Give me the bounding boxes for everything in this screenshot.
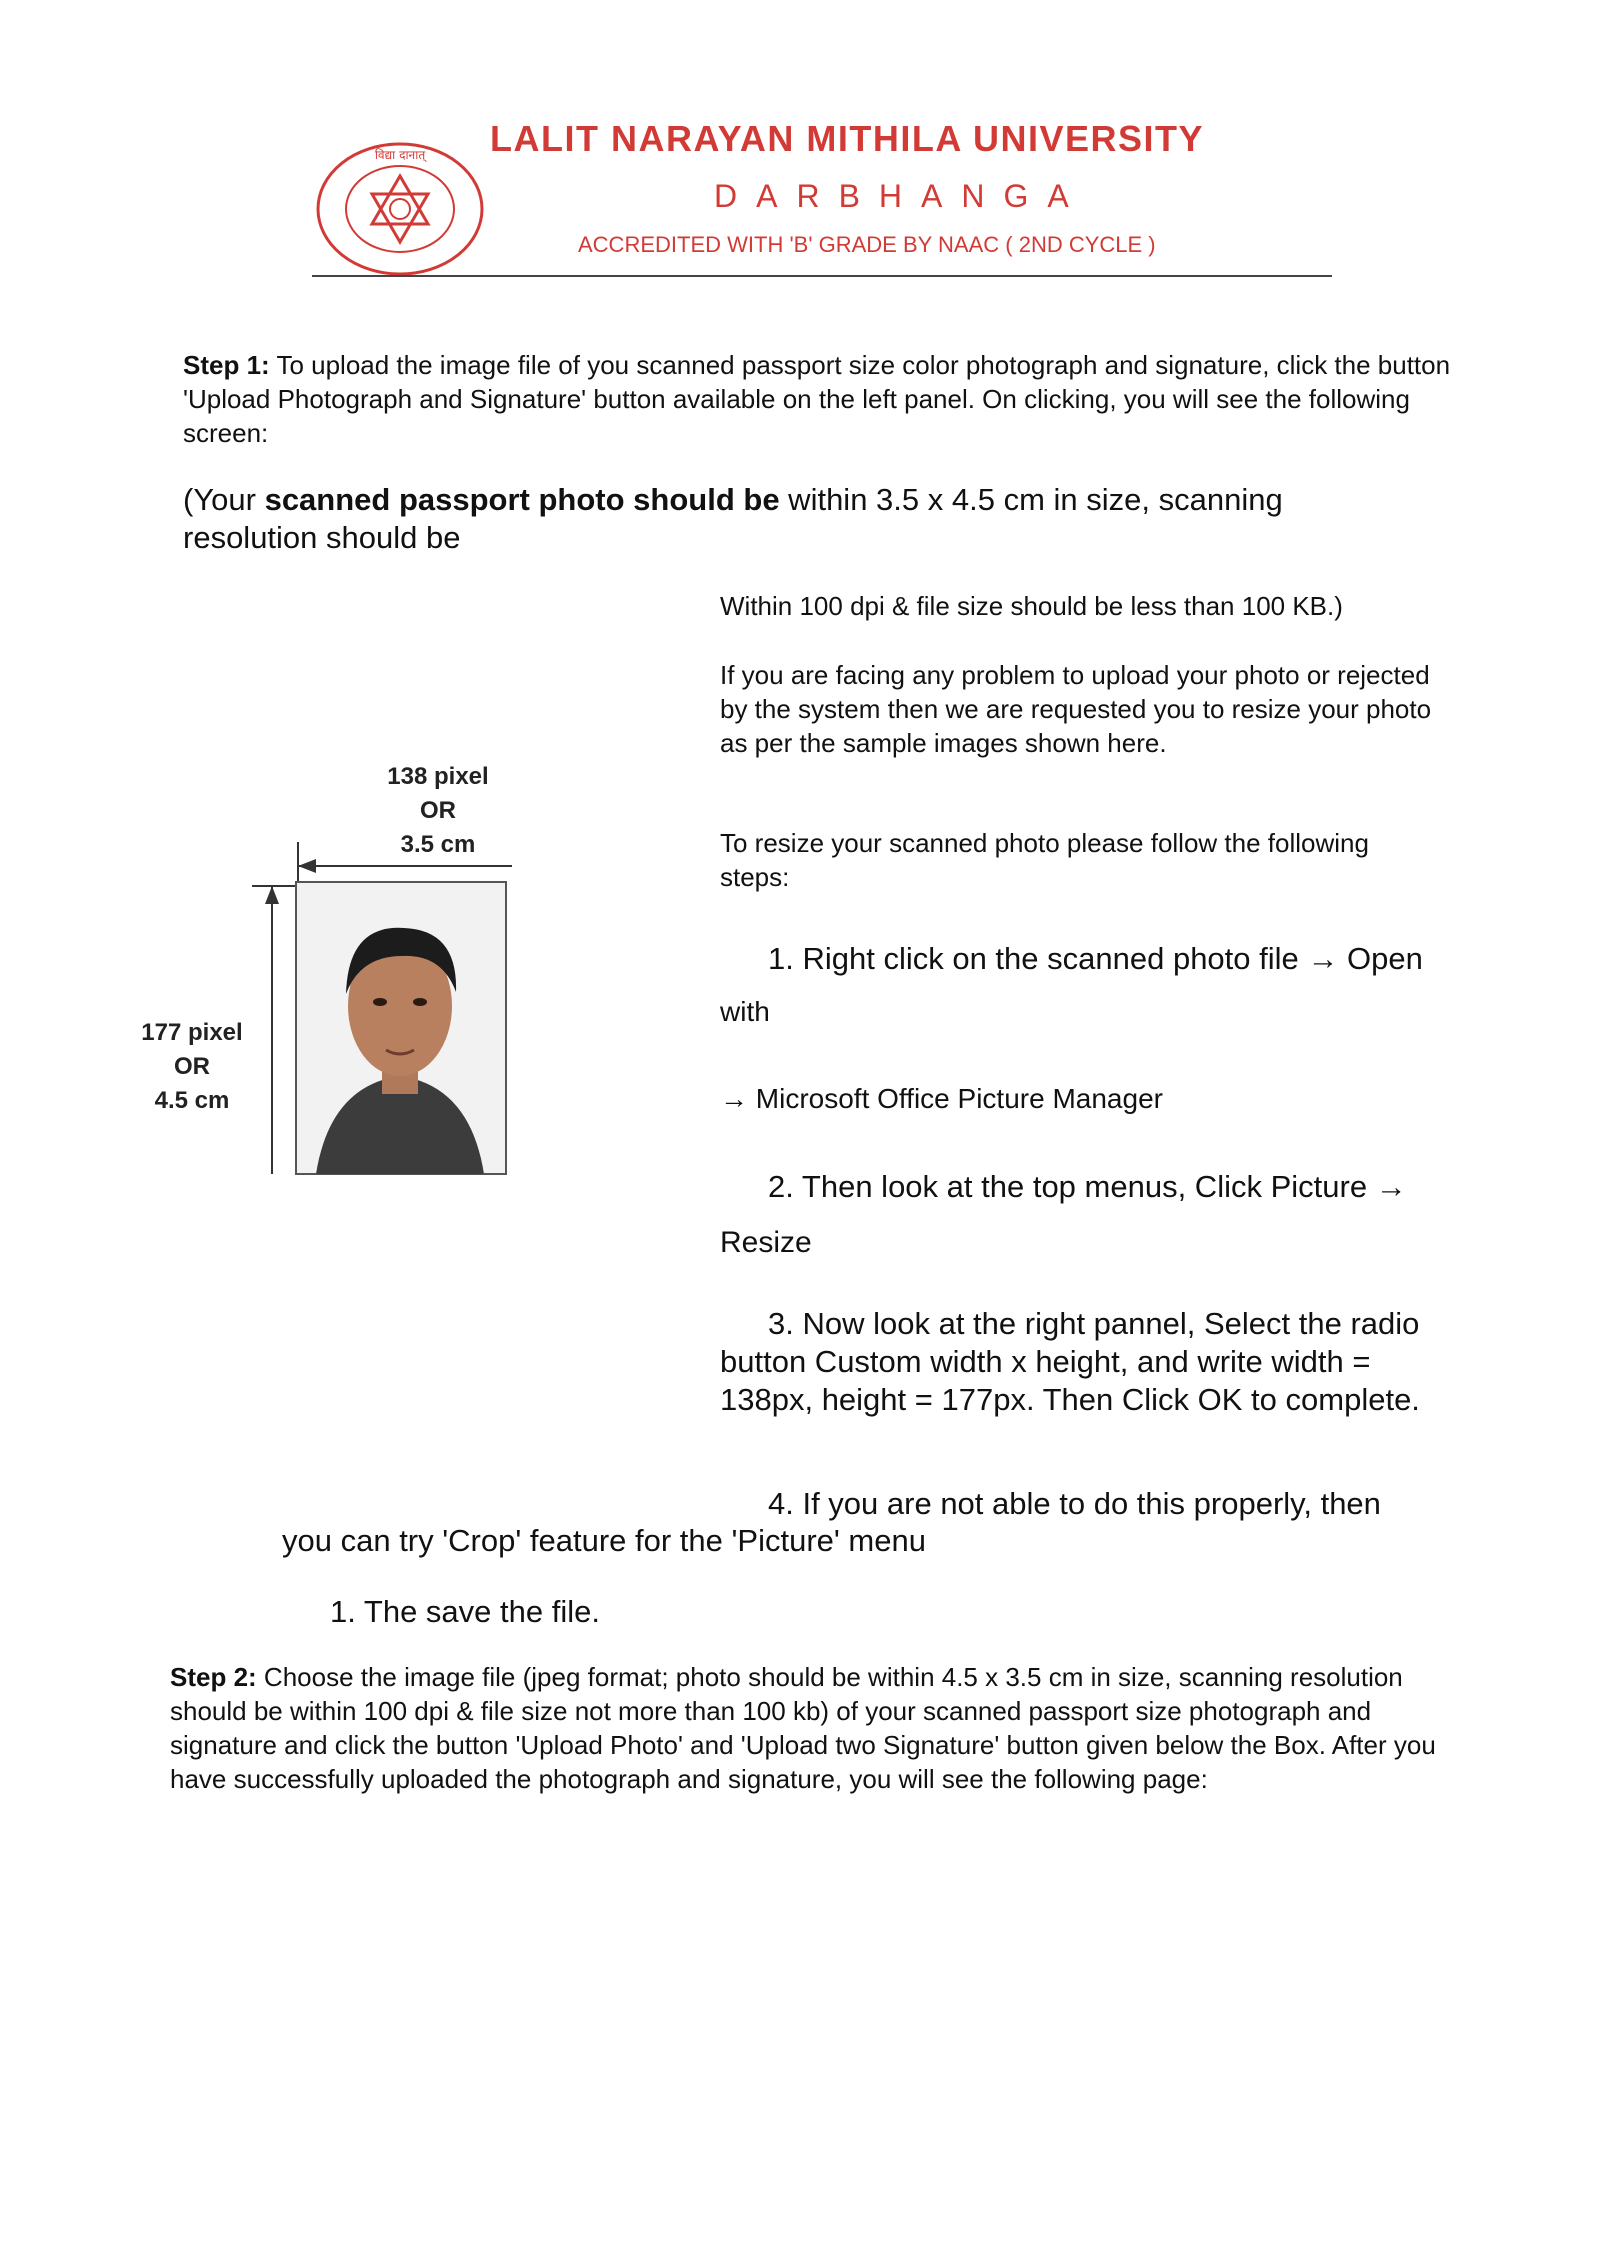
resize-step-3: 3. Now look at the right pannel, Select the radio button Custom width x height, and write width = 138px, height = 177px. Then Click OK to complete.	[720, 1306, 1420, 1417]
height-arrowhead	[265, 886, 279, 904]
resize-step-2: 2. Then look at the top menus, Click Picture →	[768, 1169, 1407, 1204]
resize-step-1: 1. Right click on the scanned photo file → Open	[768, 941, 1423, 976]
university-name: LALIT NARAYAN MITHILA UNIVERSITY	[490, 118, 1205, 159]
university-city: DARBHANGA	[714, 178, 1088, 214]
photo-specimen-figure	[120, 756, 520, 1176]
note-open: (Your	[183, 482, 265, 517]
width-label-cm: 3.5 cm	[400, 831, 476, 858]
resize-step-1-with: with	[720, 996, 770, 1027]
width-label-or: OR	[420, 797, 456, 824]
width-arrowhead	[298, 859, 316, 873]
accreditation-line: ACCREDITED WITH 'B' GRADE BY NAAC ( 2ND CYCLE )	[578, 232, 1156, 257]
university-seal-logo	[316, 142, 484, 276]
photo-size-note-continuation: Within 100 dpi & file size should be less than 100 KB.)	[720, 591, 1343, 621]
resize-step-4-continuation: you can try 'Crop' feature for the 'Picture' menu	[282, 1523, 926, 1558]
problem-paragraph: If you are facing any problem to upload your photo or rejected by the system then we are requested you to resize your photo as per the sample images shown here.	[720, 660, 1432, 758]
step1-label: Step 1:	[183, 350, 270, 380]
step2-label: Step 2:	[170, 1662, 257, 1692]
resize-step-2-resize: Resize	[720, 1226, 812, 1259]
photo-size-note	[183, 481, 1383, 557]
height-label-pixel: 177 pixel	[141, 1019, 243, 1046]
resize-intro: To resize your scanned photo please follow the following steps:	[720, 828, 1369, 892]
header-divider	[312, 275, 1332, 277]
sample-passport-photo	[296, 882, 506, 1174]
note-bold: scanned passport photo should be	[264, 482, 780, 517]
step2-text: Choose the image file (jpeg format; photo should be within 4.5 x 3.5 cm in size, scanning resolution should be within 100 dpi & file size not more than 100 kb) of your scanned passport size photograph and signature and click the button 'Upload Photo' and 'Upload two Signature' button given below the Box. After you have successfully uploaded the photograph and signature, you will see the following page:	[170, 1662, 1436, 1794]
step1-paragraph	[183, 348, 1453, 450]
height-label-cm: 4.5 cm	[154, 1087, 230, 1114]
step2-paragraph	[170, 1660, 1470, 1796]
resize-step-1-app: → Microsoft Office Picture Manager	[720, 1083, 1163, 1114]
width-label-pixel: 138 pixel	[387, 763, 489, 790]
height-label-or: OR	[174, 1053, 210, 1080]
seal-text: विद्या दानात्	[374, 148, 426, 162]
resize-step-4: 4. If you are not able to do this properly, then	[768, 1486, 1381, 1521]
note-rest: within 3.5 x 4.5 cm in size, scanning resolution should be	[183, 482, 1283, 555]
step1-text: To upload the image file of you scanned passport size color photograph and signature, click the button 'Upload Photograph and Signature' button available on the left panel. On clicking, you will see the following screen:	[183, 350, 1451, 448]
save-file-item: 1. The save the file.	[330, 1594, 600, 1629]
